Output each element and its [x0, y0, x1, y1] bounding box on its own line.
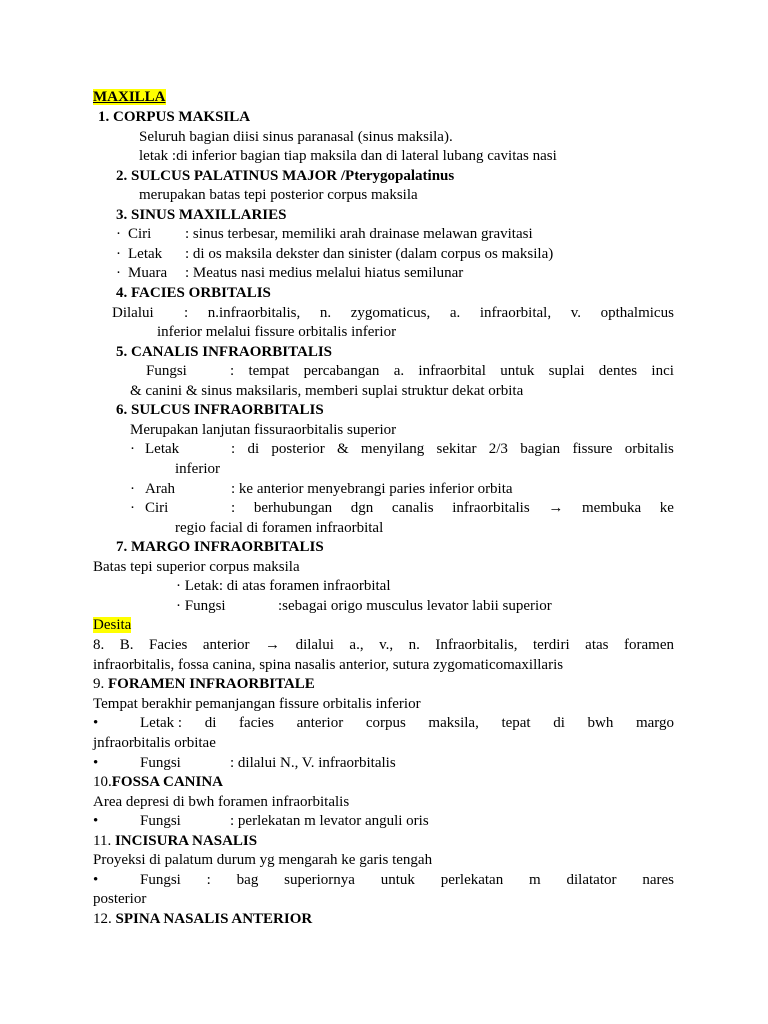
word: perlekatan	[440, 872, 504, 888]
fungsi-key: Fungsi	[140, 813, 181, 829]
bullet: •	[93, 755, 99, 771]
section-7-heading: 7. MARGO INFRAORBITALIS	[116, 539, 324, 555]
word: margo	[635, 715, 674, 731]
section-title: FOSSA CANINA	[111, 774, 224, 790]
word: 2/3	[488, 441, 508, 457]
word: Facies	[149, 637, 188, 653]
item-key: Muara	[128, 265, 168, 281]
section-9-fungsi	[93, 754, 396, 773]
section-1-line-2: letak :di inferior bagian tiap maksila dan di lateral lubang cavitas nasi	[139, 148, 557, 164]
desita-label	[93, 616, 131, 635]
bullet: •	[93, 872, 99, 888]
bullet: ·	[130, 481, 135, 497]
doc-title	[93, 88, 166, 107]
word: nares	[642, 872, 674, 888]
section-title: FORAMEN INFRAORBITALE	[108, 676, 315, 692]
word: :	[230, 363, 235, 379]
word: Infraorbitalis,	[435, 637, 518, 653]
word: v.	[570, 305, 581, 321]
word: Letak :	[140, 715, 183, 731]
section-9-line-1: Tempat berakhir pemanjangan fissure orbitalis inferior	[93, 696, 421, 712]
word: zygomaticus,	[350, 305, 431, 321]
word: Fungsi	[140, 872, 181, 888]
word: corpus	[365, 715, 406, 731]
section-6-line-1: Merupakan lanjutan fissuraorbitalis superior	[130, 422, 397, 438]
word: bag	[236, 872, 259, 888]
section-title: INCISURA NASALIS	[114, 833, 258, 849]
word: posterior	[271, 441, 325, 457]
word: v.,	[379, 637, 394, 653]
section-6-letak-cont: inferior	[175, 461, 220, 477]
arah-key: Arah	[145, 481, 175, 497]
section-10-fungsi	[93, 812, 429, 831]
word: di	[204, 715, 217, 731]
word: →	[548, 500, 564, 516]
section-1-line-1: Seluruh bagian diisi sinus paranasal (sinus maksila).	[139, 129, 453, 145]
word: sekitar	[436, 441, 477, 457]
word: untuk	[500, 363, 535, 379]
section-6-arah	[130, 480, 513, 499]
word: menyilang	[360, 441, 425, 457]
section-5-heading: 5. CANALIS INFRAORBITALIS	[116, 344, 333, 360]
item-value: : Meatus nasi medius melalui hiatus semilunar	[185, 265, 464, 281]
fungsi-words	[140, 871, 674, 890]
word: fissure	[572, 441, 613, 457]
word: tempat	[248, 363, 290, 379]
word: maksila,	[428, 715, 479, 731]
fungsi-words	[230, 362, 674, 381]
word: atas	[585, 637, 609, 653]
dilalui-words	[184, 304, 674, 323]
word: percabangan	[303, 363, 380, 379]
dilalui-key: Dilalui	[112, 305, 154, 321]
word: tepat	[501, 715, 531, 731]
title-maxilla: MAXILLA	[93, 89, 166, 105]
word: infraorbitalis	[452, 500, 530, 516]
word: bagian	[520, 441, 561, 457]
word: facies	[238, 715, 274, 731]
word: infraorbital	[418, 363, 486, 379]
bullet: ·	[116, 265, 121, 281]
word: orbitalis	[624, 441, 674, 457]
word: bwh	[587, 715, 614, 731]
word: a.	[393, 363, 405, 379]
section-8-cont: infraorbitalis, fossa canina, spina nasalis anterior, sutura zygomaticomaxillaris	[93, 657, 564, 673]
word: di	[553, 715, 565, 731]
section-4-cont: inferior melalui fissure orbitalis inferior	[157, 324, 397, 340]
item-value: : sinus terbesar, memiliki arah drainase melawan gravitasi	[185, 226, 533, 242]
ciri-key: Ciri	[145, 500, 169, 516]
section-4-dilalui	[112, 304, 674, 323]
section-6-heading: 6. SULCUS INFRAORBITALIS	[116, 402, 324, 418]
letak-key: Letak	[145, 441, 180, 457]
bullet: ·	[116, 246, 121, 262]
item-value: : di os maksila dekster dan sinister (dalam corpus os maksila)	[185, 246, 554, 262]
word: canalis	[391, 500, 434, 516]
section-11-fungsi-cont: posterior	[93, 891, 147, 907]
word: :	[206, 872, 211, 888]
bullet: •	[93, 715, 99, 731]
section-7-line-1: Batas tepi superior corpus maksila	[93, 559, 300, 575]
section-11-fungsi	[93, 871, 674, 890]
word: B.	[119, 637, 134, 653]
word: anterior	[296, 715, 344, 731]
section-1-heading: 1. CORPUS MAKSILA	[98, 109, 251, 125]
bullet: •	[93, 813, 99, 829]
section-12-heading	[93, 910, 312, 929]
section-10-heading	[93, 773, 223, 792]
word: n.	[408, 637, 420, 653]
letak-words	[140, 714, 674, 733]
word: opthalmicus	[600, 305, 674, 321]
bullet: ·	[116, 226, 121, 242]
word: n.infraorbitalis,	[207, 305, 301, 321]
fungsi-value: :sebagai origo musculus levator labii superior	[278, 598, 552, 614]
section-7-item-letak: · Letak: di atas foramen infraorbital	[176, 578, 391, 594]
word: m	[529, 872, 541, 888]
word: dilalui	[295, 637, 334, 653]
word: foramen	[624, 637, 674, 653]
desita-highlight: Desita	[93, 617, 132, 633]
letak-words	[231, 440, 674, 459]
fungsi-value: : dilalui N., V. infraorbitalis	[230, 755, 396, 771]
section-11-line-1: Proyeksi di palatum durum yg mengarah ke garis tengah	[93, 852, 433, 868]
word: :	[231, 500, 236, 516]
word: &	[336, 441, 349, 457]
section-9-letak	[93, 714, 674, 733]
section-6-ciri	[130, 499, 674, 518]
word: membuka	[581, 500, 642, 516]
word: ke	[659, 500, 674, 516]
item-key: Letak	[128, 246, 163, 262]
word: :	[231, 441, 236, 457]
section-9-letak-cont: jnfraorbitalis orbitae	[93, 735, 216, 751]
section-5-cont: & canini & sinus maksilaris, memberi suplai struktur dekat orbita	[130, 383, 524, 399]
word: untuk	[380, 872, 415, 888]
word: dilatator	[566, 872, 617, 888]
fungsi-value: : perlekatan m levator anguli oris	[230, 813, 429, 829]
word: infraorbital,	[479, 305, 552, 321]
bullet: ·	[130, 500, 135, 516]
word: →	[265, 637, 281, 653]
fungsi-key: Fungsi	[140, 755, 181, 771]
section-3-heading: 3. SINUS MAXILLARIES	[116, 207, 287, 223]
section-number: 9.	[93, 676, 105, 692]
section-9-heading	[93, 675, 315, 694]
section-title: SPINA NASALIS ANTERIOR	[115, 911, 313, 927]
word: anterior	[202, 637, 250, 653]
section-3-item-muara	[116, 264, 463, 283]
section-3-item-ciri	[116, 225, 533, 244]
fungsi-key: Fungsi	[146, 363, 187, 379]
section-7-item-fungsi	[176, 597, 552, 616]
word: n.	[319, 305, 332, 321]
word: inci	[651, 363, 674, 379]
section-6-ciri-cont: regio facial di foramen infraorbital	[175, 520, 384, 536]
word: a.	[449, 305, 461, 321]
section-2-heading: 2. SULCUS PALATINUS MAJOR /Pterygopalatinus	[116, 168, 455, 184]
section-6-letak	[130, 440, 674, 459]
word: suplai	[548, 363, 585, 379]
word: superiornya	[284, 872, 355, 888]
section-number: 11.	[93, 833, 112, 849]
fungsi-key: · Fungsi	[176, 598, 226, 614]
ciri-words	[231, 499, 674, 518]
word: berhubungan	[253, 500, 333, 516]
section-number: 10.	[93, 774, 112, 790]
section-3-item-letak	[116, 245, 553, 264]
word: terdiri	[532, 637, 570, 653]
section-4-heading: 4. FACIES ORBITALIS	[116, 285, 271, 301]
section-5-fungsi	[146, 362, 674, 381]
word: a.,	[349, 637, 364, 653]
section-10-line-1: Area depresi di bwh foramen infraorbitalis	[93, 794, 350, 810]
section-2-line-1: merupakan batas tepi posterior corpus maksila	[139, 187, 418, 203]
word: dgn	[350, 500, 374, 516]
section-11-heading	[93, 832, 257, 851]
word: dentes	[598, 363, 638, 379]
arah-value: : ke anterior menyebrangi paries inferior orbita	[231, 481, 513, 497]
item-key: Ciri	[128, 226, 152, 242]
section-number: 12.	[93, 911, 112, 927]
word: di	[247, 441, 260, 457]
section-8-line-1	[93, 636, 674, 655]
bullet: ·	[130, 441, 135, 457]
word: 8.	[93, 637, 105, 653]
word: :	[184, 305, 189, 321]
